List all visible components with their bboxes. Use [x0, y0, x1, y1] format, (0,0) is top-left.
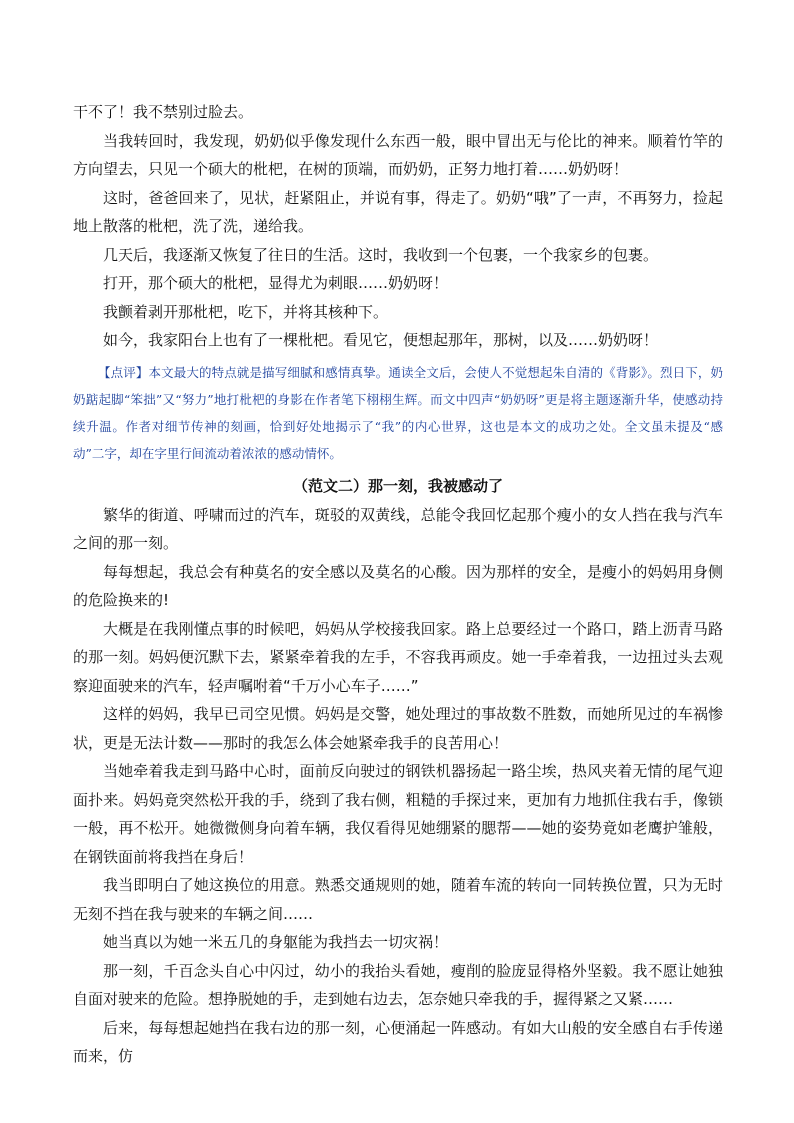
essay2-paragraph: 我当即明白了她这换位的用意。熟悉交通规则的她，随着车流的转向一同转换位置，只为无时无刻不挡在我与驶来的车辆之间……	[73, 876, 723, 923]
document-body	[73, 98, 723, 1071]
essay1-paragraph: 几天后，我逐渐又恢复了往日的生活。这时，我收到一个包裹，一个我家乡的包裹。	[103, 245, 659, 264]
essay1-paragraph: 打开，那个硕大的枇杷，显得尤为刺眼……奶奶呀！	[103, 274, 449, 292]
essay2-title: （范文二）那一刻，我被感动了	[292, 476, 503, 495]
essay1-comment: 【点评】本文最大的特点就是描写细腻和感情真挚。通读全文后，会使人不觉想起朱自清的《背影》。烈日下，奶奶踮起脚“笨拙”又“努力”地打枇杷的身影在作者笔下栩栩生辉。而文中四声“奶奶呀”更是将主题逐渐升华，使感动持续升温。作者对细节传神的刻画，恰到好处地揭示了“我”的内心世界，这也是本文的成功之处。全文虽未提及“感动”二字，却在字里行间流动着浓浓的感动情怀。	[73, 364, 723, 461]
essay2-paragraph: 她当真以为她一米五几的身躯能为我挡去一切灾祸！	[103, 933, 449, 951]
essay2-paragraph: 大概是在我刚懂点事的时候吧，妈妈从学校接我回家。路上总要经过一个路口，踏上沥青马路的那一刻。妈妈便沉默下去，紧紧牵着我的左手，不容我再顽皮。她一手牵着我，一边扭过头去观察迎面驶来的汽车，轻声嘱咐着“千万小心车子……”	[73, 619, 723, 695]
essay2-paragraph: 后来，每每想起她挡在我右边的那一刻，心便涌起一阵感动。有如大山般的安全感自右手传递而来，仿	[73, 1018, 723, 1065]
essay2-paragraph: 这样的妈妈，我早已司空见惯。妈妈是交警，她处理过的事故数不胜数，而她所见过的车祸惨状，更是无法计数——那时的我怎么体会她紧牵我手的良苦用心！	[73, 705, 723, 752]
essay2-paragraph: 那一刻，千百念头自心中闪过，幼小的我抬头看她，瘦削的脸庞显得格外坚毅。我不愿让她独自面对驶来的危险。想挣脱她的手，走到她右边去，怎奈她只牵我的手，握得紧之又紧……	[73, 961, 723, 1008]
essay1-paragraph: 当我转回时，我发现，奶奶似乎像发现什么东西一般，眼中冒出无与伦比的神来。顺着竹竿的方向望去，只见一个硕大的枇杷，在树的顶端，而奶奶，正努力地打着……奶奶呀！	[73, 131, 723, 178]
essay2-paragraph: 繁华的街道、呼啸而过的汽车，斑驳的双黄线，总能令我回忆起那个瘦小的女人挡在我与汽车之间的那一刻。	[73, 505, 723, 552]
essay2-paragraph: 每每想起，我总会有种莫名的安全感以及莫名的心酸。因为那样的安全，是瘦小的妈妈用身侧的危险换来的!	[73, 562, 723, 609]
essay1-paragraph: 干不了！我不禁别过脸去。	[73, 103, 254, 121]
essay1-paragraph: 这时，爸爸回来了，见状，赶紧阻止，并说有事，得走了。奶奶“哦”了一声，不再努力，捡起地上散落的枇杷，洗了洗，递给我。	[73, 188, 723, 235]
essay1-paragraph: 我颤着剥开那枇杷，吃下，并将其核种下。	[103, 302, 389, 321]
essay1-paragraph: 如今，我家阳台上也有了一棵枇杷。看见它，便想起那年，那树，以及……奶奶呀！	[103, 331, 659, 349]
essay2-paragraph: 当她牵着我走到马路中心时，面前反向驶过的钢铁机器扬起一路尘埃，热风夹着无情的尾气迎面扑来。妈妈竟突然松开我的手，绕到了我右侧，粗糙的手探过来，更加有力地抓住我右手，像锁一般，再不松开。她微微侧身向着车辆，我仅看得见她绷紧的腮帮——她的姿势竟如老鹰护雏般，在钢铁面前将我挡在身后！	[73, 762, 723, 866]
